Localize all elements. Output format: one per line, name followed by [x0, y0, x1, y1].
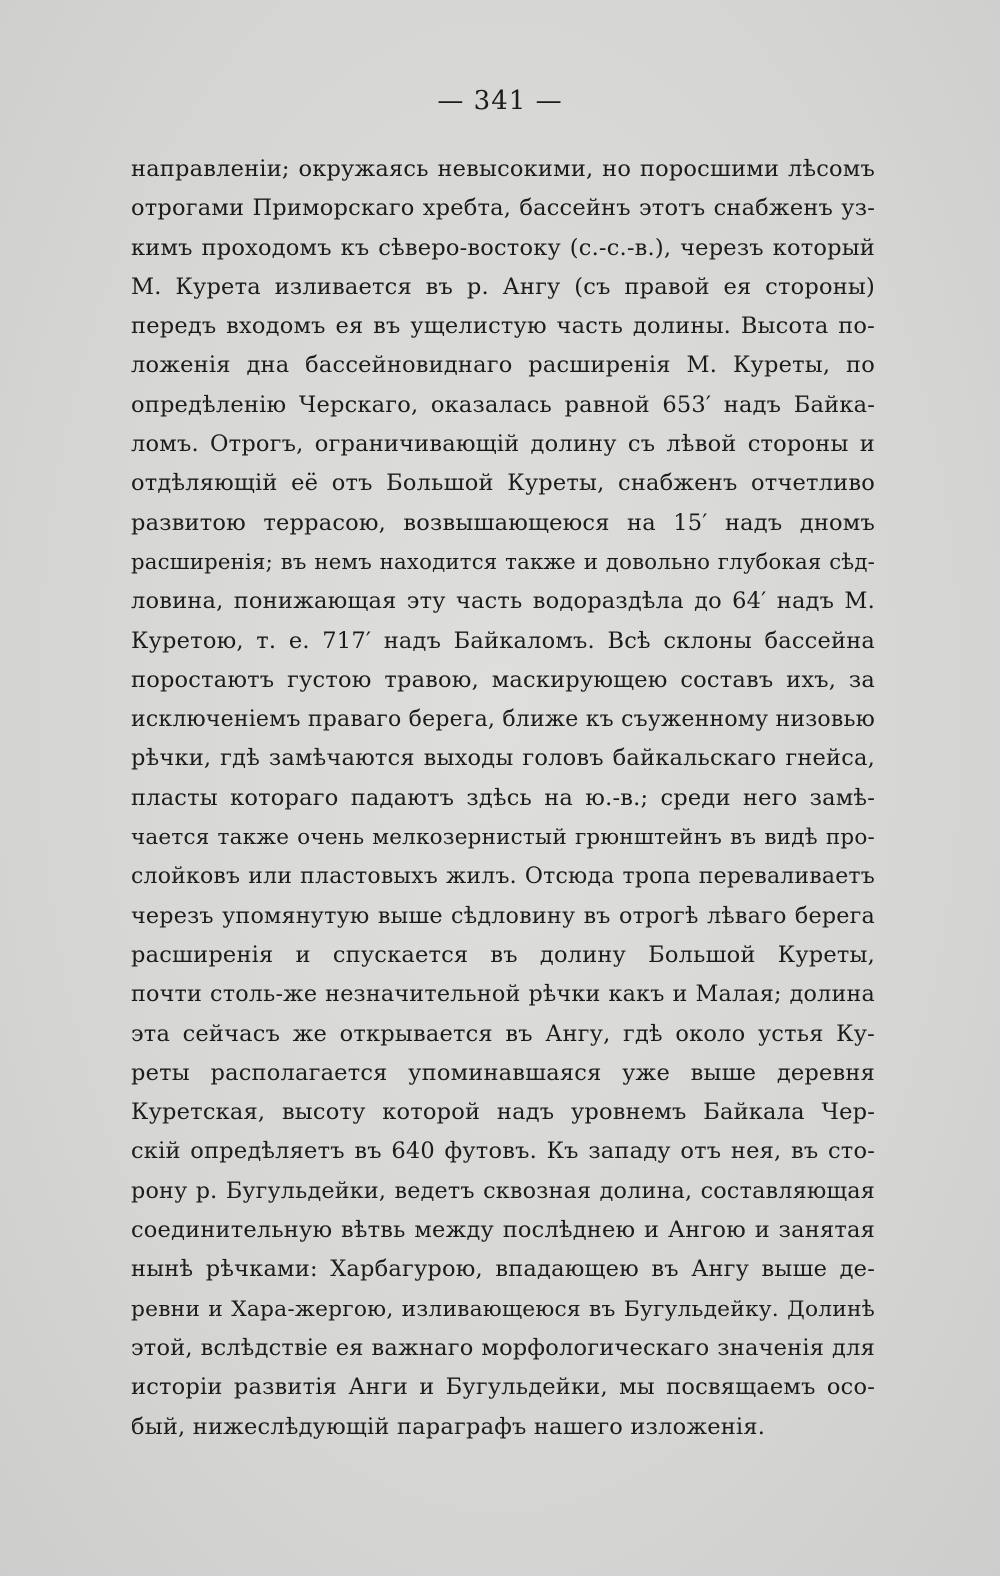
text-line: развитою террасою, возвышающеюся на 15′ надъ дномъ [131, 509, 875, 536]
page-number: — 341 — [437, 86, 563, 116]
text-line: Куретская, высоту которой надъ уровнемъ Байкала Чер- [131, 1099, 875, 1126]
text-line: расширенія; въ немъ находится также и довольно глубокая сѣд- [131, 549, 875, 575]
text-line: направленіи; окружаясь невысокими, но поросшими лѣсомъ [131, 156, 875, 182]
text-line: почти столь-же незначительной рѣчки какъ и Малая; долина [131, 981, 875, 1008]
text-line: ложенія дна бассейновиднаго расширенія М. Куреты, по [131, 352, 875, 379]
text-line: отрогами Приморскаго хребта, бассейнъ этотъ снабженъ уз- [131, 195, 875, 222]
text-line: передъ входомъ ея въ ущелистую часть долины. Высота по- [131, 313, 875, 340]
text-line: расширенія и спускается въ долину Большой Куреты, [131, 941, 875, 968]
text-line: ревни и Хара-жергою, изливающеюся въ Бугульдейку. Долинѣ [131, 1296, 875, 1322]
text-line: исторіи развитія Анги и Бугульдейки, мы посвящаемъ осо- [131, 1374, 875, 1401]
text-line: М. Курета изливается въ р. Ангу (съ правой ея стороны) [131, 273, 875, 300]
text-line: эта сейчасъ же открывается въ Ангу, гдѣ около устья Ку- [131, 1020, 875, 1047]
text-line: исключеніемъ праваго берега, ближе къ съуженному низовью [131, 707, 875, 733]
text-line: скій опредѣляетъ въ 640 футовъ. Къ западу отъ нея, въ сто- [131, 1138, 875, 1165]
text-line: этой, вслѣдствіе ея важнаго морфологическаго значенія для [131, 1334, 875, 1361]
text-line: слойковъ или пластовыхъ жилъ. Отсюда тропа переваливаетъ [131, 864, 875, 890]
body-text [131, 150, 875, 1447]
text-line: бый, нижеслѣдующій параграфъ нашего изложенія. [131, 1413, 766, 1440]
text-line: рѣчки, гдѣ замѣчаются выходы головъ байкальскаго гнейса, [131, 745, 875, 772]
text-line: чается также очень мелкозернистый грюнштейнъ въ видѣ про- [131, 825, 875, 851]
text-line: ломъ. Отрогъ, ограничивающій долину съ лѣвой стороны и [131, 431, 875, 458]
text-line: отдѣляющій её отъ Большой Куреты, снабженъ отчетливо [131, 470, 875, 497]
text-line: рону р. Бугульдейки, ведетъ сквозная долина, составляющая [131, 1177, 875, 1204]
text-line: пласты котораго падаютъ здѣсь на ю.-в.; среди него замѣ- [131, 784, 875, 811]
text-line: черезъ упомянутую выше сѣдловину въ отрогѣ лѣваго берега [131, 902, 875, 929]
text-line: опредѣленію Черскаго, оказалась равной 653′ надъ Байка- [131, 391, 875, 418]
text-line: поростаютъ густою травою, маскирующею составъ ихъ, за [131, 666, 875, 693]
text-line: реты располагается упоминавшаяся уже выше деревня [131, 1059, 875, 1086]
text-line: ловина, понижающая эту часть водораздѣла до 64′ надъ М. [131, 588, 875, 615]
text-line: соединительную вѣтвь между послѣднею и Ангою и занятая [131, 1217, 875, 1244]
text-line: Куретою, т. е. 717′ надъ Байкаломъ. Всѣ склоны бассейна [131, 627, 875, 654]
text-line: нынѣ рѣчками: Харбагурою, впадающею въ Ангу выше де- [131, 1256, 875, 1283]
text-line: кимъ проходомъ къ сѣверо-востоку (с.-с.-в.), черезъ который [131, 234, 875, 261]
